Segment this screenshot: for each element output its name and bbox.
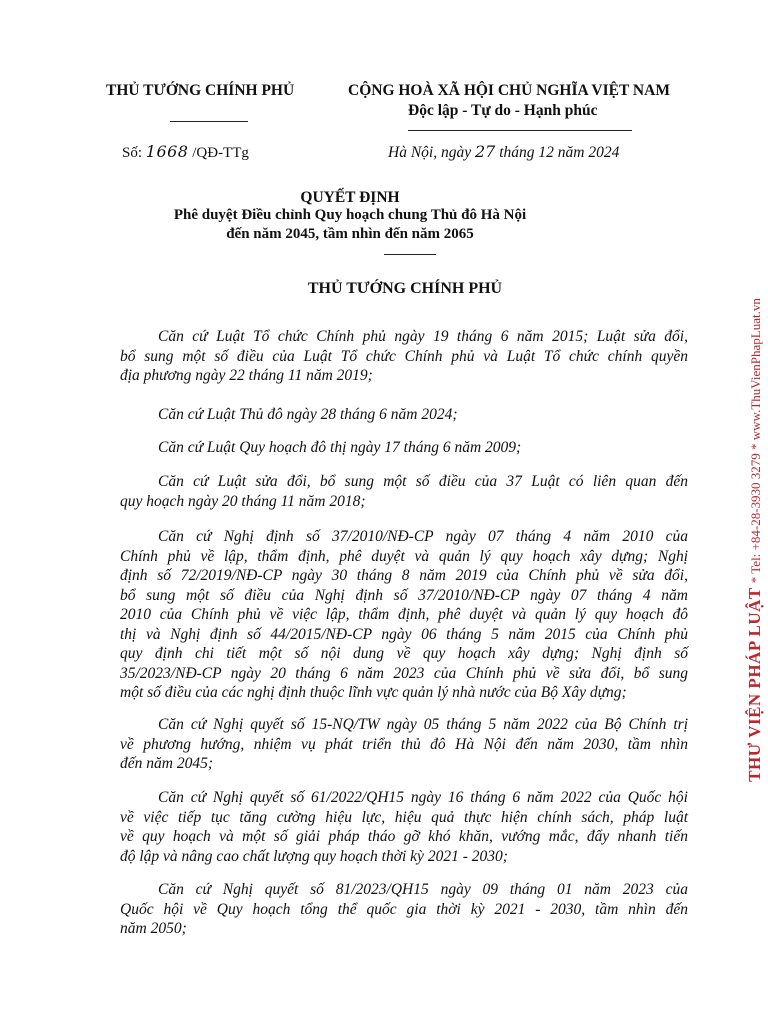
paragraph-line: Căn cứ Luật sửa đổi, bổ sung một số điều của 37 Luật có liên quan đến bbox=[158, 473, 688, 490]
document-subtitle-line-2: đến năm 2045, tầm nhìn đến năm 2065 bbox=[226, 226, 474, 242]
watermark-contact: * Tel: +84-28-3930 3279 * www.ThuVienPhapLuat.vn bbox=[748, 298, 763, 584]
paragraph-line: Căn cứ Luật Thủ đô ngày 28 tháng 6 năm 2024; bbox=[158, 406, 458, 423]
paragraph-line: bổ sung một số điều của Nghị định số 37/2010/NĐ-CP ngày 07 tháng 4 năm bbox=[120, 586, 688, 604]
paragraph-line: năm 2050; bbox=[120, 920, 187, 937]
paragraph-line: Căn cứ Nghị quyết số 81/2023/QH15 ngày 09 tháng 01 năm 2023 của bbox=[158, 881, 688, 898]
national-motto: Độc lập - Tự do - Hạnh phúc bbox=[408, 102, 598, 119]
paragraph-line: bổ sung một số điều của Luật Tổ chức Chính phủ và Luật Tổ chức chính quyền bbox=[120, 347, 688, 365]
legal-basis-paragraph bbox=[120, 715, 688, 774]
issuing-authority: THỦ TƯỚNG CHÍNH PHỦ bbox=[106, 82, 295, 99]
paragraph-line: Căn cứ Nghị quyết số 61/2022/QH15 ngày 16 tháng 6 năm 2022 của Quốc hội bbox=[158, 789, 688, 806]
legal-basis-paragraph bbox=[120, 405, 688, 425]
paragraph-line: Chính phủ về lập, thẩm định, phê duyệt và quản lý quy hoạch xây dựng; Nghị bbox=[120, 547, 688, 565]
legal-basis-paragraph bbox=[120, 472, 688, 511]
document-title: QUYẾT ĐỊNH bbox=[300, 189, 400, 206]
paragraph-line: đến năm 2045; bbox=[120, 755, 213, 772]
paragraph-line: độ lập và nâng cao chất lượng quy hoạch thời kỳ 2021 - 2030; bbox=[120, 847, 508, 865]
number-suffix: /QĐ-TTg bbox=[192, 145, 249, 161]
document-number bbox=[122, 142, 249, 162]
legal-basis-paragraph bbox=[120, 438, 688, 458]
document-subtitle-line-1: Phê duyệt Điều chỉnh Quy hoạch chung Thủ đô Hà Nội bbox=[173, 207, 527, 223]
paragraph-line: một số điều của các nghị định thuộc lĩnh vực quản lý nhà nước của Bộ Xây dựng; bbox=[120, 684, 627, 701]
national-title: CỘNG HOÀ XÃ HỘI CHỦ NGHĨA VIỆT NAM bbox=[348, 82, 670, 99]
paragraph-line: về việc tiếp tục tăng cường hiệu lực, hiệu quả thực hiện chính sách, pháp luật bbox=[120, 808, 688, 826]
legal-basis-paragraph bbox=[120, 327, 688, 386]
date-prefix: Hà Nội, ngày bbox=[388, 144, 472, 161]
issuer-underline bbox=[170, 121, 248, 122]
watermark-brand: THƯ VIỆN PHÁP LUẬT bbox=[745, 587, 764, 782]
issue-date bbox=[388, 142, 619, 162]
paragraph-line: về phương hướng, nhiệm vụ phát triển thủ đô Hà Nội đến năm 2030, tầm nhìn bbox=[120, 735, 688, 753]
title-underline bbox=[384, 254, 436, 255]
paragraph-line: thị và Nghị định số 44/2015/NĐ-CP ngày 06 tháng 5 năm 2015 của Chính phủ bbox=[120, 625, 688, 643]
paragraph-line: Căn cứ Nghị định số 37/2010/NĐ-CP ngày 07 tháng 4 năm 2010 của bbox=[158, 528, 688, 545]
motto-underline bbox=[408, 130, 632, 131]
paragraph-line: về quy hoạch và một số giải pháp tháo gỡ khó khăn, vướng mắc, đẩy nhanh tiến bbox=[120, 828, 688, 845]
paragraph-line: Căn cứ Luật Quy hoạch đô thị ngày 17 tháng 6 năm 2009; bbox=[158, 439, 522, 456]
paragraph-line: quy hoạch ngày 20 tháng 11 năm 2018; bbox=[120, 492, 366, 510]
paragraph-line: định số 72/2019/NĐ-CP ngày 30 tháng 8 năm 2019 của Chính phủ về sửa đổi, bbox=[120, 567, 688, 584]
handwritten-day: 27 bbox=[474, 142, 496, 161]
paragraph-line: Căn cứ Luật Tổ chức Chính phủ ngày 19 tháng 6 năm 2015; Luật sửa đổi, bbox=[158, 328, 688, 345]
paragraph-line: 35/2023/NĐ-CP ngày 20 tháng 6 năm 2023 của Chính phủ về sửa đổi, bổ sung bbox=[120, 664, 688, 682]
paragraph-line: 2010 của Chính phủ về việc lập, thẩm định, phê duyệt và quản lý quy hoạch đô bbox=[120, 606, 688, 623]
paragraph-line: Quốc hội về Quy hoạch tổng thể quốc gia thời kỳ 2021 - 2030, tầm nhìn đến bbox=[120, 900, 688, 918]
paragraph-line: Căn cứ Nghị quyết số 15-NQ/TW ngày 05 tháng 5 năm 2022 của Bộ Chính trị bbox=[158, 716, 688, 733]
number-prefix: Số: bbox=[122, 145, 143, 161]
paragraph-line: địa phương ngày 22 tháng 11 năm 2019; bbox=[120, 367, 373, 384]
legal-basis-paragraph bbox=[120, 527, 688, 703]
legal-basis-paragraph bbox=[120, 788, 688, 866]
authority-heading: THỦ TƯỚNG CHÍNH PHỦ bbox=[307, 280, 503, 297]
date-suffix: tháng 12 năm 2024 bbox=[499, 144, 620, 161]
publisher-watermark bbox=[745, 220, 765, 860]
legal-basis-paragraph bbox=[120, 880, 688, 939]
paragraph-line: quy định chi tiết một số nội dung về quy hoạch xây dựng; Nghị định số bbox=[120, 645, 688, 662]
handwritten-number: 1668 bbox=[145, 142, 189, 161]
